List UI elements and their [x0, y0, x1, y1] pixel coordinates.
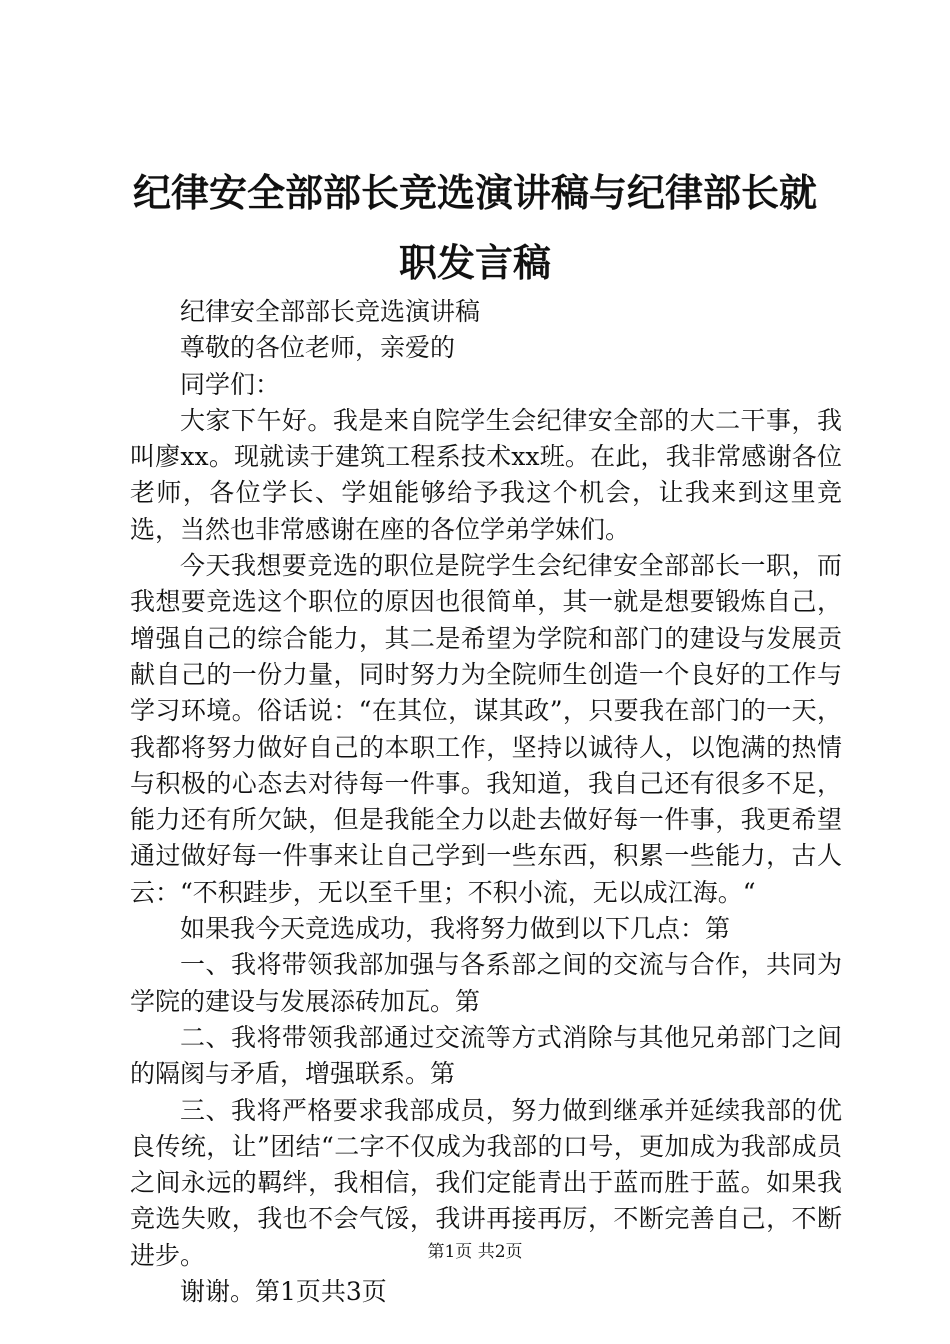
paragraph-thanks: 谢谢。第1页共3页	[180, 1277, 387, 1307]
paragraph-subtitle: 纪律安全部部长竞选演讲稿	[180, 297, 481, 326]
document-body	[130, 294, 842, 1310]
page-footer: 第1页 共2页	[427, 1242, 523, 1262]
paragraph-motivation: 今天我想要竞选的职位是院学生会纪律安全部部长一职，而我想要竞选这个职位的原因也很简单，其一就是想要锻炼自己，增强自己的综合能力，其二是希望为学院和部门的建设与发展贡献自己的一份力量，同时努力为全院师生创造一个良好的工作与学习环境。俗话说：“在其位，谋其政”，只要我在部门的一天，我都将努力做好自己的本职工作，坚持以诚待人，以饱满的热情与积极的心态去对待每一件事。我知道，我自己还有很多不足，能力还有所欠缺，但是我能全力以赴去做好每一件事，我更希望通过做好每一件事来让自己学到一些东西，积累一些能力，古人云：“不积跬步，无以至千里；不积小流，无以成江海。“	[130, 551, 842, 907]
paragraph-plan-intro: 如果我今天竞选成功，我将努力做到以下几点：第	[180, 914, 731, 944]
paragraph-intro: 大家下午好。我是来自院学生会纪律安全部的大二干事，我叫廖xx。现就读于建筑工程系技术xx班。在此，我非常感谢各位老师，各位学长、学姐能够给予我这个机会，让我来到这里竞选，当然也非常感谢在座的各位学弟学妹们。	[130, 405, 842, 544]
paragraph-plan-3: 三、我将严格要求我部成员，努力做到继承并延续我部的优良传统，让”团结“二字不仅成为我部的口号，更加成为我部成员之间永远的羁绊，我相信，我们定能青出于蓝而胜于蓝。如果我竞选失败，我也不会气馁，我讲再接再厉，不断完善自己，不断进步。	[130, 1095, 842, 1270]
paragraph-greeting: 尊敬的各位老师，亲爱的	[180, 333, 456, 363]
paragraph-plan-1: 一、我将带领我部加强与各系部之间的交流与合作，共同为学院的建设与发展添砖加瓦。第	[130, 950, 842, 1016]
paragraph-greeting-cont: 同学们：	[180, 369, 281, 399]
paragraph-plan-2: 二、我将带领我部通过交流等方式消除与其他兄弟部门之间的隔阂与矛盾，增强联系。第	[130, 1022, 842, 1089]
document-title: 纪律安全部部长竞选演讲稿与纪律部长就职发言稿	[132, 170, 817, 285]
